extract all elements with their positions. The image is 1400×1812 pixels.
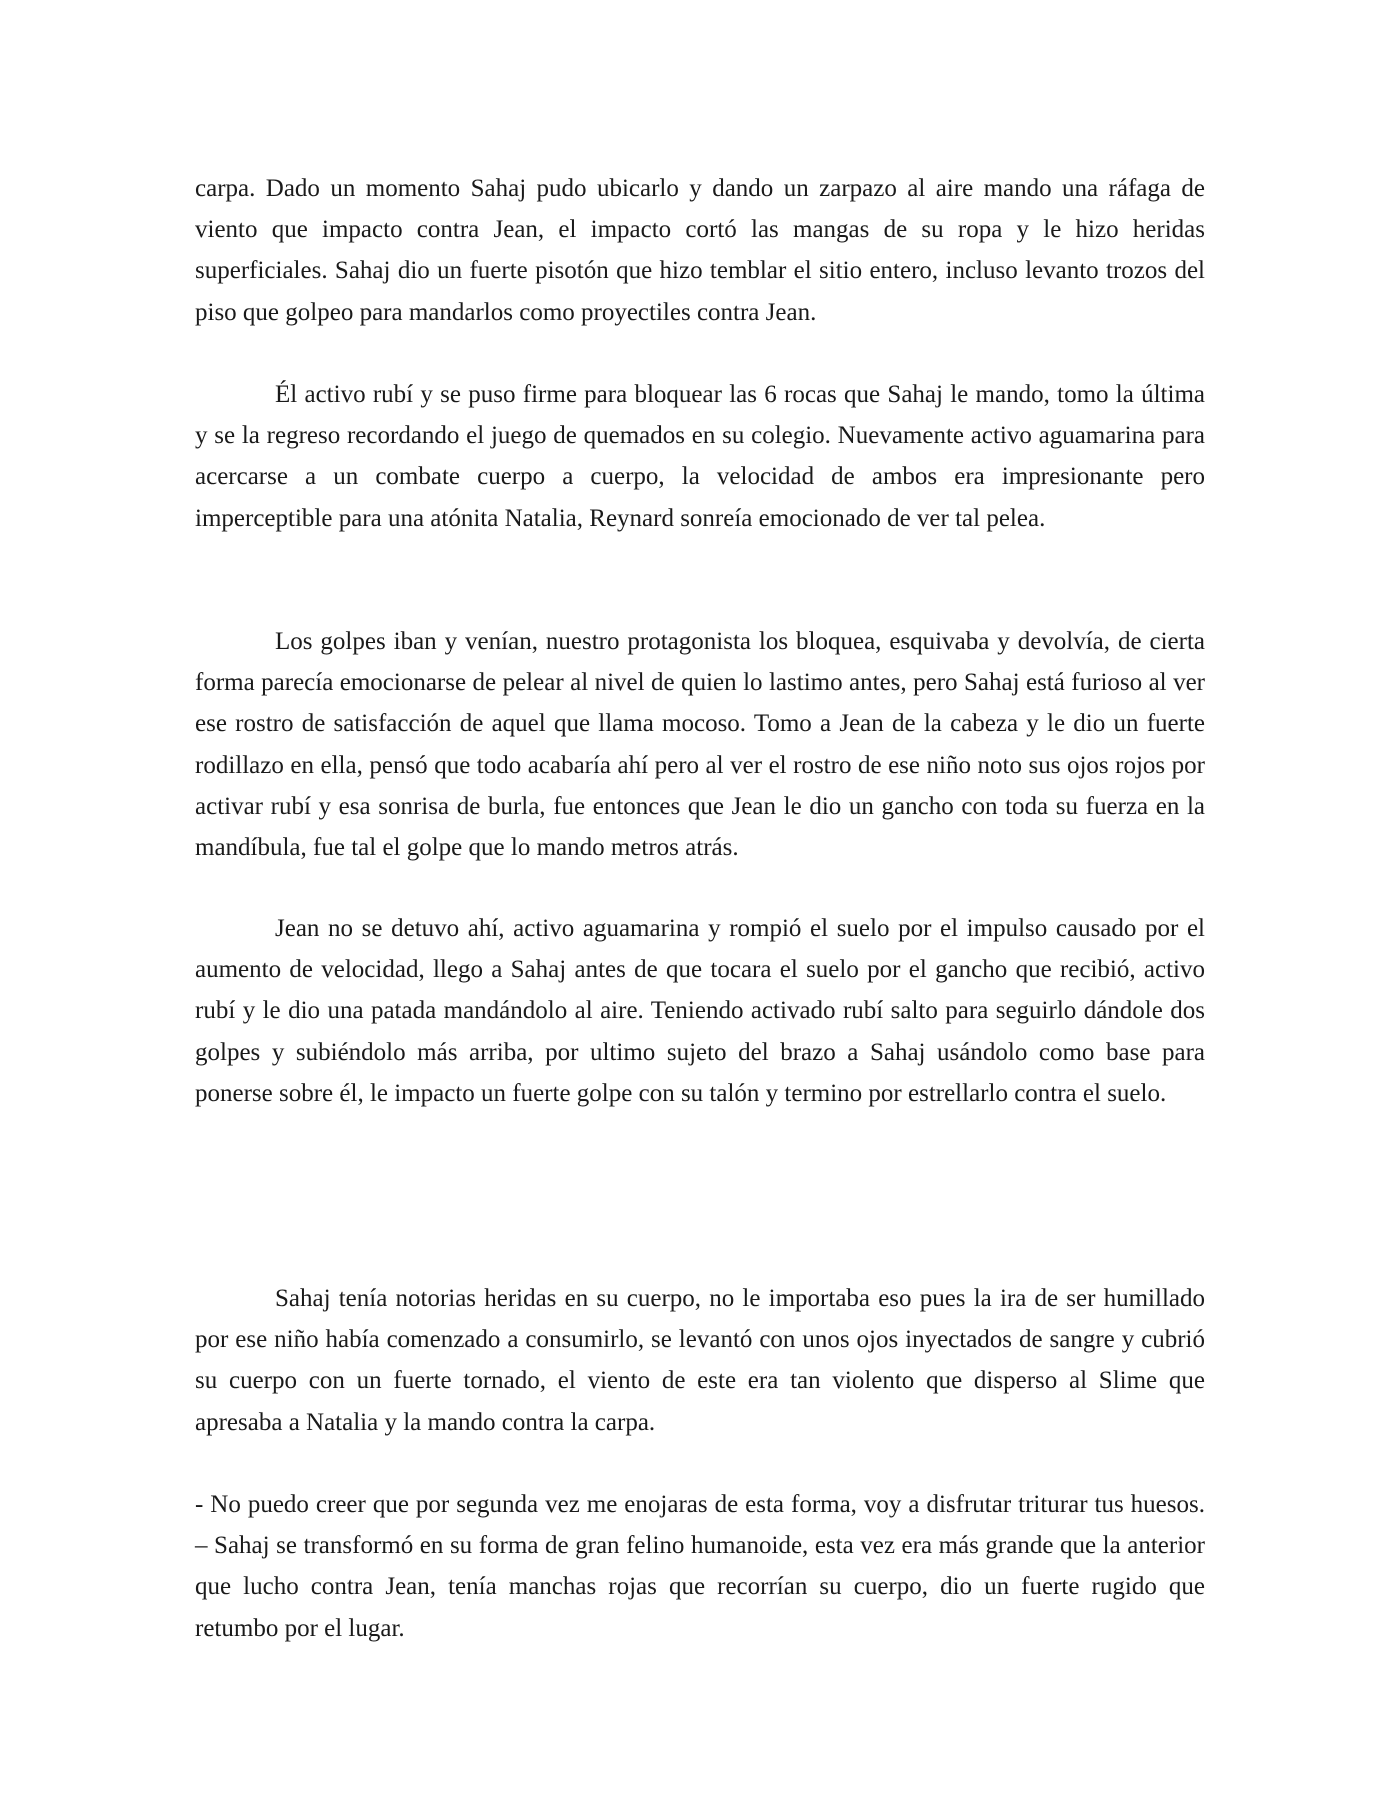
paragraph-3: Los golpes iban y venían, nuestro protagonista los bloquea, esquivaba y devolvía, de cierta forma parecía emocionarse de pelear al nivel de quien lo lastimo antes, pero Sahaj está furioso al ver ese rostro de satisfacción de aquel que llama mocoso. Tomo a Jean de la cabeza y le dio un fuerte rodillazo en ella, pensó que todo acabaría ahí pero al ver el rostro de ese niño noto sus ojos rojos por activar rubí y esa sonrisa de burla, fue entonces que Jean le dio un gancho con toda su fuerza en la mandíbula, fue tal el golpe que lo mando metros atrás. bbox=[195, 628, 1205, 862]
paragraph-1: carpa. Dado un momento Sahaj pudo ubicarlo y dando un zarpazo al aire mando una ráfaga de viento que impacto contra Jean, el impacto cortó las mangas de su ropa y le hizo heridas superficiales. Sahaj dio un fuerte pisotón que hizo temblar el sitio entero, incluso levanto trozos del piso que golpeo para mandarlos como proyectiles contra Jean. bbox=[195, 175, 1205, 326]
paragraph-5: Sahaj tenía notorias heridas en su cuerpo, no le importaba eso pues la ira de ser humillado por ese niño había comenzado a consumirlo, se levantó con unos ojos inyectados de sangre y cubrió su cuerpo con un fuerte tornado, el viento de este era tan violento que disperso al Slime que apresaba a Natalia y la mando contra la carpa. bbox=[195, 1285, 1205, 1436]
paragraph-6: - No puedo creer que por segunda vez me enojaras de esta forma, voy a disfrutar triturar tus huesos. – Sahaj se transformó en su forma de gran felino humanoide, esta vez era más grande que la anterior que lucho contra Jean, tenía manchas rojas que recorrían su cuerpo, dio un fuerte rugido que retumbo por el lugar. bbox=[195, 1491, 1205, 1642]
paragraph-4: Jean no se detuvo ahí, activo aguamarina y rompió el suelo por el impulso causado por el aumento de velocidad, llego a Sahaj antes de que tocara el suelo por el gancho que recibió, activo rubí y le dio una patada mandándolo al aire. Teniendo activado rubí salto para seguirlo dándole dos golpes y subiéndolo más arriba, por ultimo sujeto del brazo a Sahaj usándolo como base para ponerse sobre él, le impacto un fuerte golpe con su talón y termino por estrellarlo contra el suelo. bbox=[195, 915, 1205, 1107]
paragraph-2: Él activo rubí y se puso firme para bloquear las 6 rocas que Sahaj le mando, tomo la última y se la regreso recordando el juego de quemados en su colegio. Nuevamente activo aguamarina para acercarse a un combate cuerpo a cuerpo, la velocidad de ambos era impresionante pero imperceptible para una atónita Natalia, Reynard sonreía emocionado de ver tal pelea. bbox=[195, 381, 1205, 532]
